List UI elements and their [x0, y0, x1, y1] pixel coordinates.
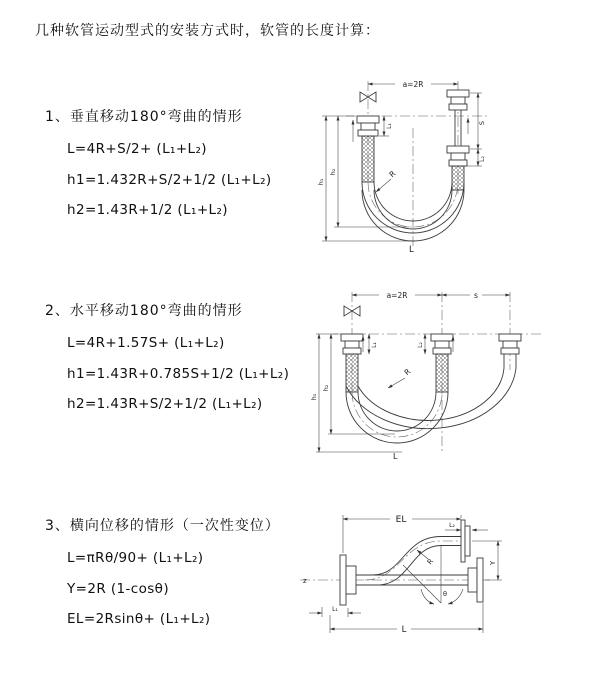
diagram-3-svg: [295, 505, 600, 645]
section-2-formulas: [67, 328, 289, 420]
dimension-l2: [417, 334, 425, 354]
dim-label-el: EL: [395, 515, 407, 525]
dimension-l1: [379, 116, 393, 136]
right-pipe-assembly: [499, 334, 521, 368]
left-pipe-assembly: [341, 334, 363, 392]
radius-leader: [376, 169, 397, 192]
dim-label-s: S: [478, 120, 486, 126]
dimension-l2: [478, 149, 486, 166]
dim-label-l2: L₂: [479, 156, 486, 162]
formula-y: Y=2R (1-cosθ): [67, 580, 169, 597]
dim-label-l: L: [401, 625, 407, 635]
page-title: 几种软管运动型式的安装方式时，软管的长度计算：: [35, 23, 380, 39]
left-pipe-assembly: [357, 116, 379, 182]
diagram-2-svg: [305, 282, 600, 462]
diagram-1-svg: [310, 70, 590, 257]
dim-label-r: R: [402, 366, 413, 378]
dim-label-l: L: [409, 245, 414, 255]
dim-label-a2r: a=2R: [402, 80, 424, 89]
formula-h2: h2=1.43R+1/2 (L₁+L₂): [67, 202, 228, 218]
section-2-heading: 2、水平移动180°弯曲的情形: [45, 303, 243, 319]
section-1-heading: 1、垂直移动180°弯曲的情形: [45, 109, 243, 125]
braided-hose-section: [362, 136, 374, 182]
dimension-l1: [369, 334, 378, 354]
section-lateral-displacement: [45, 515, 280, 635]
braided-hose-section: [436, 354, 448, 392]
formula-length: L=πRθ/90+ (L₁+L₂): [67, 550, 204, 566]
left-flange: [340, 555, 356, 605]
u-bend-arcs: [346, 368, 516, 443]
dim-label-r: R: [387, 168, 398, 180]
radius-leader: [388, 367, 412, 388]
dimension-a-2r: [368, 79, 458, 89]
dim-label-h1: h₁: [317, 178, 325, 186]
dimension-s: [466, 93, 486, 166]
formula-el: EL=2Rsinθ+ (L₁+L₂): [67, 611, 211, 627]
dimension-el: [343, 513, 461, 553]
upper-right-flange: [461, 520, 470, 562]
dim-label-h2: h₂: [322, 384, 330, 392]
dim-label-l2: L₂: [417, 342, 424, 348]
dimension-s: [442, 290, 510, 300]
dimension-l1: [309, 606, 361, 617]
diagram-lateral-displacement: [295, 505, 600, 645]
formula-length: L=4R+1.57S+ (L₁+L₂): [67, 335, 225, 351]
formula-h1: h1=1.43R+0.785S+1/2 (L₁+L₂): [67, 365, 290, 382]
middle-pipe-assembly: [431, 334, 453, 392]
dim-label-r: R: [425, 557, 436, 567]
angle-construction: [403, 545, 463, 604]
braided-hose-section: [346, 354, 358, 392]
dimension-l: [330, 603, 483, 635]
braided-hose-section: [452, 166, 464, 190]
diagram-vertical-180-bend: [310, 70, 590, 257]
section-vertical-movement: [45, 106, 272, 226]
formula-h1: h1=1.432R+S/2+1/2 (L₁+L₂): [67, 171, 272, 188]
formula-length: L=4R+S/2+ (L₁+L₂): [67, 141, 207, 157]
dim-label-theta: θ: [443, 590, 447, 598]
dim-label-l2: L₂: [449, 522, 455, 529]
dim-label-l1: L₁: [332, 606, 338, 613]
dim-label-h1: h₁: [310, 393, 318, 401]
formula-h2: h2=1.43R+S/2+1/2 (L₁+L₂): [67, 396, 263, 412]
dim-label-y: Y: [489, 560, 497, 566]
diagram-horizontal-180-bend: [305, 282, 600, 462]
dim-label-s: s: [474, 291, 478, 300]
dim-label-l1: L₁: [386, 123, 393, 129]
dim-label-h2: h₂: [329, 168, 337, 176]
dim-label-l: L: [393, 452, 398, 461]
radius-leader: [417, 550, 435, 566]
dim-label-l1: L₁: [371, 342, 378, 348]
section-1-formulas: [67, 134, 272, 226]
section-3-heading: 3、横向位移的情形（一次性变位）: [45, 518, 280, 534]
axis-mark-z: z: [303, 577, 307, 585]
dimension-a-2r: [352, 290, 442, 300]
dim-label-a2r: a=2R: [386, 291, 408, 300]
s-curve-hose: [356, 537, 461, 586]
section-horizontal-movement: [45, 300, 289, 420]
section-3-formulas: [67, 543, 280, 635]
